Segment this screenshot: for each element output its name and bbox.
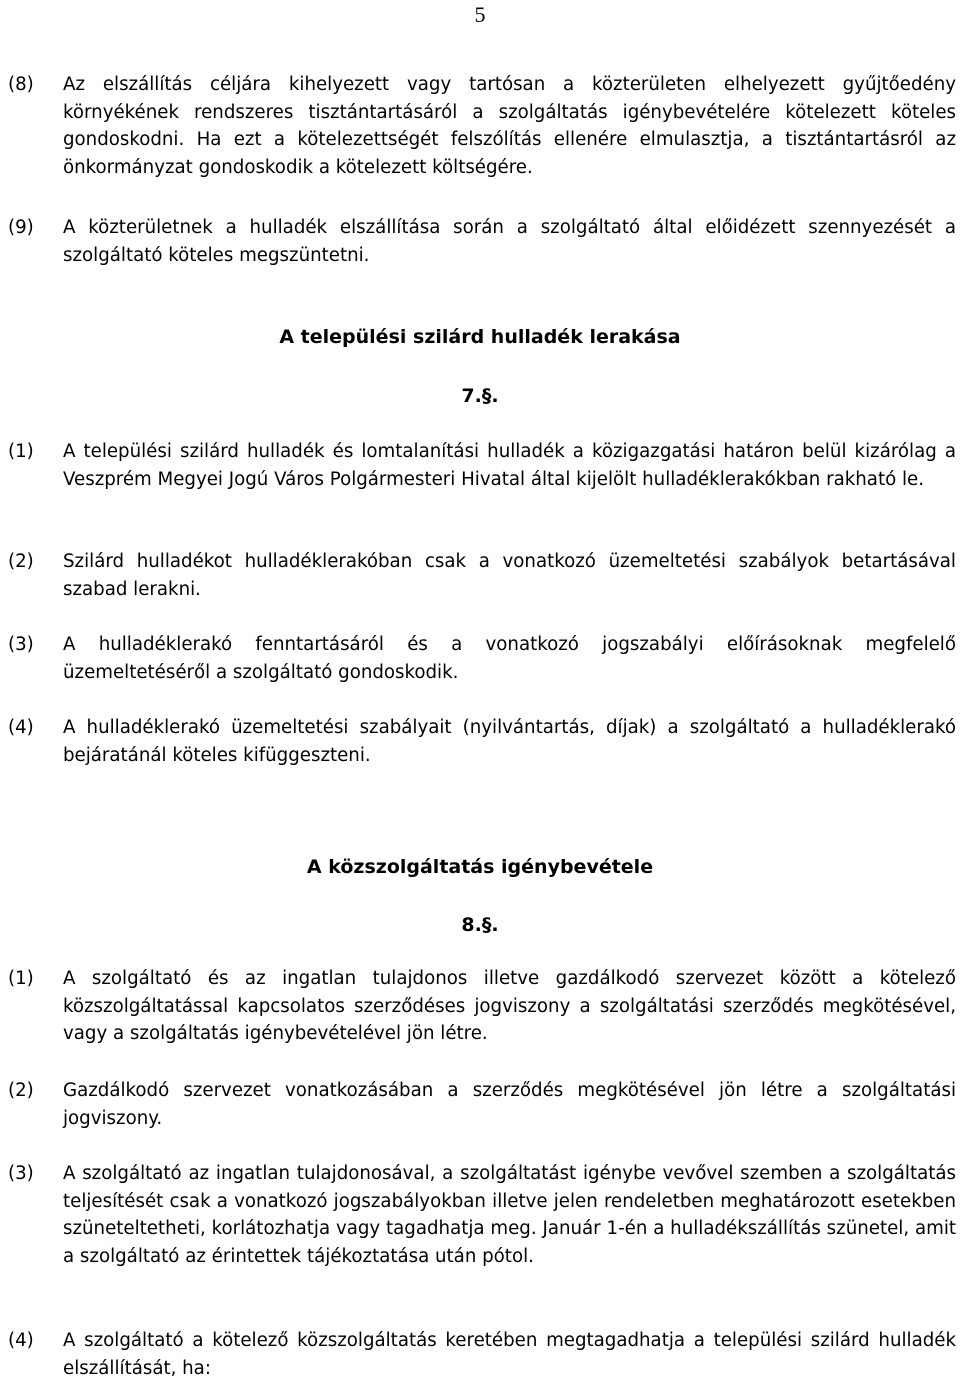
section-heading-7: A települési szilárd hulladék lerakása bbox=[279, 326, 681, 348]
paragraph-text: A hulladéklerakó fenntartásáról és a vonatkozó jogszabályi előírásoknak megfelelő üzemeltetéséről a szolgáltató gondoskodik. bbox=[63, 634, 956, 683]
paragraph-8 bbox=[8, 71, 956, 181]
section7-paragraph-4 bbox=[8, 714, 956, 769]
paragraph-text: Szilárd hulladékot hulladéklerakóban csak a vonatkozó üzemeltetési szabályok betartásával szabad lerakni. bbox=[63, 551, 956, 600]
paragraph-text: A szolgáltató az ingatlan tulajdonosával, a szolgáltatást igénybe vevővel szemben a szolgáltatás teljesítését csak a vonatkozó jogszabályokban illetve jelen rendeletben meghatározott esetekben szüneteltetheti, korlátozhatja vagy tagadhatja meg. Január 1-én a hulladékszállítás szünetel, amit a szolgáltató az érintettek tájékoztatása után pótol. bbox=[63, 1163, 956, 1267]
paragraph-text: Az elszállítás céljára kihelyezett vagy tartósan a közterületen elhelyezett gyűjtőedény környékének rendszeres tisztántartásáról a szolgáltatás igénybevételére kötelezett köteles gondoskodni. Ha ezt a kötelezettségét felszólítás ellenére elmulasztja, a tisztántartásról az önkormányzat gondoskodik a kötelezett költségére. bbox=[63, 74, 956, 178]
paragraph-text: A közterületnek a hulladék elszállítása során a szolgáltató által előidézett szennyezését a szolgáltató köteles megszüntetni. bbox=[63, 217, 956, 266]
paragraph-number: (2) bbox=[8, 551, 34, 572]
paragraph-9 bbox=[8, 214, 956, 269]
section8-paragraph-4 bbox=[8, 1327, 956, 1382]
section7-paragraph-3 bbox=[8, 631, 956, 686]
section-heading-8: A közszolgáltatás igénybevétele bbox=[306, 856, 654, 878]
paragraph-number: (8) bbox=[8, 74, 34, 95]
paragraph-number: (9) bbox=[8, 217, 34, 238]
paragraph-text: A hulladéklerakó üzemeltetési szabályait (nyilvántartás, díjak) a szolgáltató a hulladéklerakó bejáratánál köteles kifüggeszteni. bbox=[63, 717, 956, 766]
paragraph-number: (3) bbox=[8, 634, 34, 655]
paragraph-text: A települési szilárd hulladék és lomtalanítási hulladék a közigazgatási határon belül kizárólag a Veszprém Megyei Jogú Város Polgármesteri Hivatal által kijelölt hulladéklerakókban rakható le. bbox=[63, 441, 956, 490]
paragraph-text: A szolgáltató és az ingatlan tulajdonos illetve gazdálkodó szervezet között a kötelező közszolgáltatással kapcsolatos szerződéses jogviszony a szolgáltatási szerződés megkötésével, vagy a szolgáltatás igénybevételével jön létre. bbox=[63, 968, 956, 1044]
paragraph-number: (2) bbox=[8, 1080, 34, 1101]
paragraph-number: (4) bbox=[8, 1330, 34, 1351]
section7-paragraph-1 bbox=[8, 438, 956, 493]
section8-paragraph-1 bbox=[8, 965, 956, 1048]
section8-paragraph-2 bbox=[8, 1077, 956, 1132]
paragraph-number: (1) bbox=[8, 441, 34, 462]
section-number-7: 7.§. bbox=[461, 385, 499, 407]
section8-paragraph-3 bbox=[8, 1160, 956, 1270]
paragraph-number: (3) bbox=[8, 1163, 34, 1184]
paragraph-text: A szolgáltató a kötelező közszolgáltatás keretében megtagadhatja a települési szilárd hulladék elszállítását, ha: bbox=[63, 1330, 956, 1379]
paragraph-text: Gazdálkodó szervezet vonatkozásában a szerződés megkötésével jön létre a szolgáltatási jogviszony. bbox=[63, 1080, 956, 1129]
section-number-8: 8.§. bbox=[461, 914, 499, 936]
paragraph-number: (1) bbox=[8, 968, 34, 989]
section7-paragraph-2 bbox=[8, 548, 956, 603]
paragraph-number: (4) bbox=[8, 717, 34, 738]
page-number: 5 bbox=[474, 2, 486, 27]
